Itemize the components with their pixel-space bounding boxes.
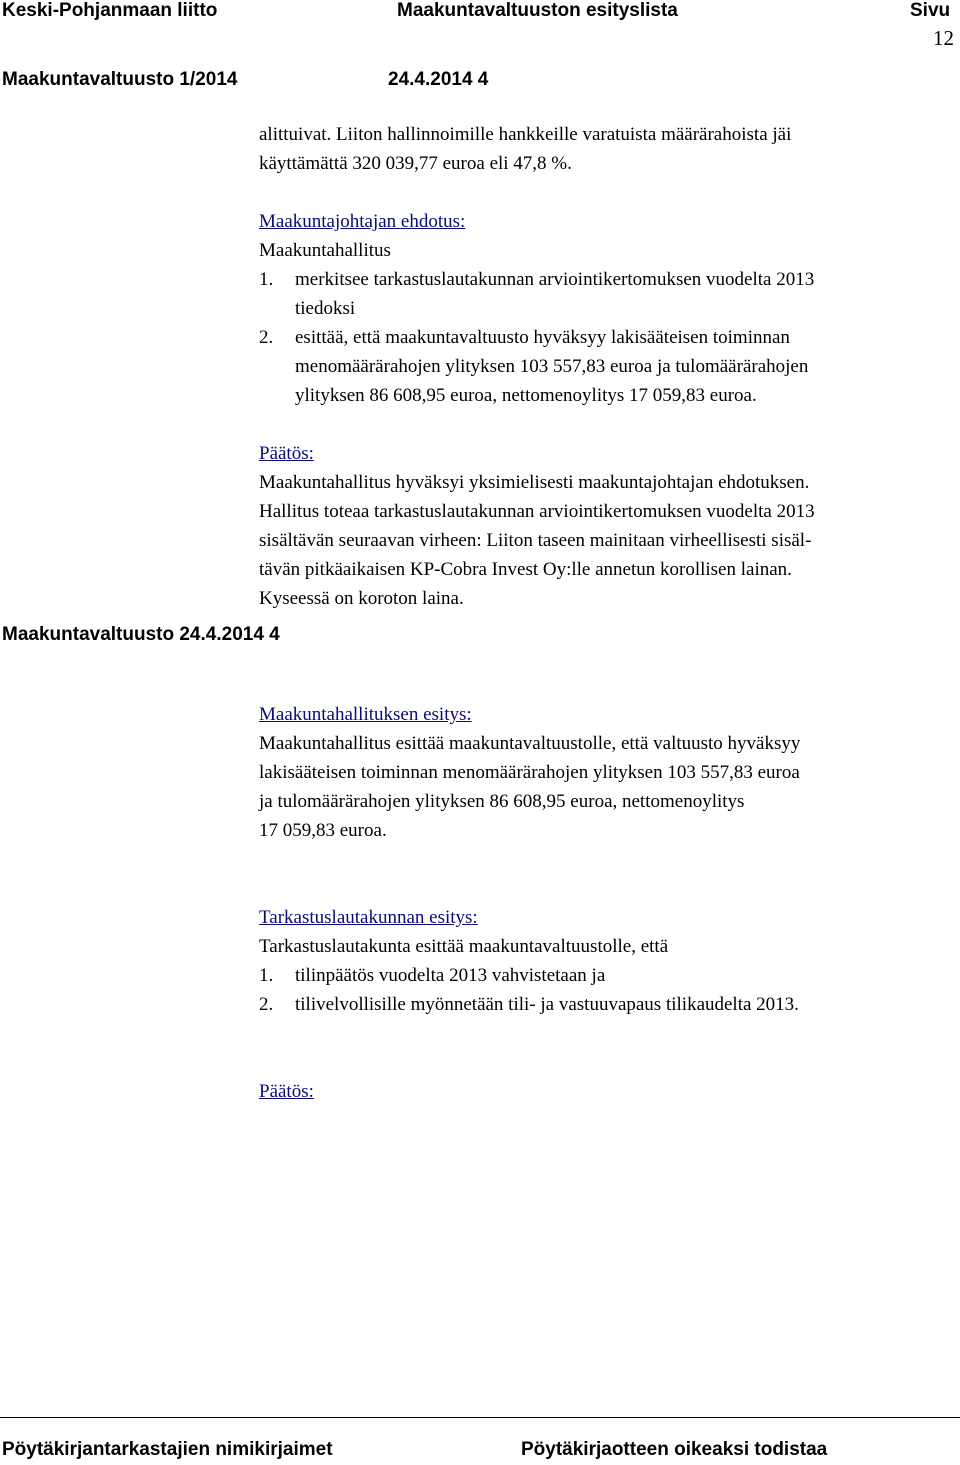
audit-proposal-item-number: 1. bbox=[259, 965, 274, 986]
decision-line: Hallitus toteaa tarkastuslautakunnan arviointikertomuksen vuodelta 2013 bbox=[259, 501, 815, 522]
proposal-item-number: 1. bbox=[259, 269, 274, 290]
audit-proposal-item-number: 2. bbox=[259, 994, 274, 1015]
proposal-item-line: merkitsee tarkastuslautakunnan arviointikertomuksen vuodelta 2013 bbox=[295, 269, 815, 290]
audit-proposal-item-text: tilivelvollisille myönnetään tili- ja vastuuvapaus tilikaudelta 2013. bbox=[295, 994, 799, 1015]
decision-line: tävän pitkäaikaisen KP-Cobra Invest Oy:lle annetun korollisen lainan. bbox=[259, 559, 792, 580]
header-page-number: 12 bbox=[933, 26, 954, 50]
proposal-item bbox=[259, 323, 955, 410]
proposal-item-number: 2. bbox=[259, 327, 274, 348]
footer-divider bbox=[0, 1417, 960, 1418]
document-body bbox=[259, 120, 955, 1106]
board-proposal-line: ja tulomäärärahojen ylityksen 86 608,95 euroa, nettomenoylitys bbox=[259, 791, 745, 812]
board-proposal-line: 17 059,83 euroa. bbox=[259, 820, 387, 841]
proposal-item-line: menomäärärahojen ylityksen 103 557,83 euroa ja tulomäärärahojen bbox=[295, 356, 809, 377]
header-page-label: Sivu bbox=[910, 0, 951, 21]
final-decision-heading: Päätös: bbox=[259, 1081, 314, 1102]
decision-heading: Päätös: bbox=[259, 443, 314, 464]
audit-proposal-item bbox=[259, 990, 955, 1019]
side-section-label: Maakuntavaltuusto 24.4.2014 4 bbox=[2, 624, 280, 645]
proposal-item-line: ylityksen 86 608,95 euroa, nettomenoylitys 17 059,83 euroa. bbox=[295, 385, 757, 406]
decision-line: Maakuntahallitus hyväksyi yksimielisesti maakuntajohtajan ehdotuksen. bbox=[259, 472, 810, 493]
board-proposal-line: lakisääteisen toiminnan menomäärärahojen ylityksen 103 557,83 euroa bbox=[259, 762, 800, 783]
proposal-body: Maakuntahallitus bbox=[259, 240, 391, 261]
board-proposal-line: Maakuntahallitus esittää maakuntavaltuustolle, että valtuusto hyväksyy bbox=[259, 733, 801, 754]
decision-line: sisältävän seuraavan virheen: Liiton taseen mainitaan virheellisesti sisäl- bbox=[259, 530, 812, 551]
decision-line: Kyseessä on koroton laina. bbox=[259, 588, 464, 609]
board-proposal-heading: Maakuntahallituksen esitys: bbox=[259, 704, 472, 725]
audit-proposal-body: Tarkastuslautakunta esittää maakuntavaltuustolle, että bbox=[259, 936, 669, 957]
audit-proposal-heading: Tarkastuslautakunnan esitys: bbox=[259, 907, 478, 928]
header-meeting: Maakuntavaltuusto 1/2014 bbox=[2, 69, 238, 90]
intro-line: käyttämättä 320 039,77 euroa eli 47,8 %. bbox=[259, 153, 572, 174]
header-document-type: Maakuntavaltuuston esityslista bbox=[397, 0, 678, 21]
audit-proposal-item-text: tilinpäätös vuodelta 2013 vahvistetaan ja bbox=[295, 965, 606, 986]
audit-proposal-item bbox=[259, 961, 955, 990]
footer-certification-label: Pöytäkirjaotteen oikeaksi todistaa bbox=[521, 1439, 828, 1460]
proposal-item-line: esittää, että maakuntavaltuusto hyväksyy lakisääteisen toiminnan bbox=[295, 327, 790, 348]
header-date-section: 24.4.2014 4 bbox=[388, 69, 489, 90]
intro-line: alittuivat. Liiton hallinnoimille hankkeille varatuista määrärahoista jäi bbox=[259, 124, 792, 145]
footer-initials-label: Pöytäkirjantarkastajien nimikirjaimet bbox=[2, 1439, 333, 1460]
header-organization: Keski-Pohjanmaan liitto bbox=[2, 0, 218, 21]
proposal-item-line: tiedoksi bbox=[295, 298, 356, 319]
proposal-item bbox=[259, 265, 955, 323]
proposal-heading: Maakuntajohtajan ehdotus: bbox=[259, 211, 466, 232]
